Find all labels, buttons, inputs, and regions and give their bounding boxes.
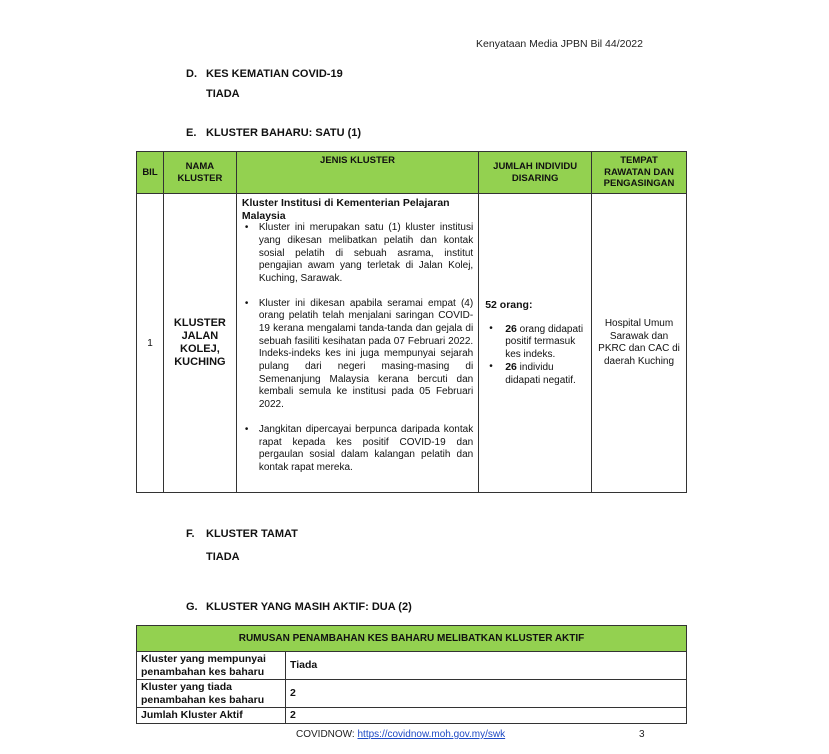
document-header: Kenyataan Media JPBN Bil 44/2022 [476,38,643,50]
table-row [137,708,687,724]
list-item: • Kluster ini merupakan satu (1) kluster institusi yang dikesan melibatkan pelatih dan kontak sosial pelatih di sebuah asrama, institut pengajian awam yang terletak di Jalan Kolej, Kuching, Sarawak. [242,222,473,285]
header-tempat: TEMPAT RAWATAN DAN PENGASINGAN [592,152,687,194]
section-f-title: KLUSTER TAMAT [206,528,298,540]
summary-title: RUMUSAN PENAMBAHAN KES BAHARU MELIBATKAN KLUSTER AKTIF [137,626,687,652]
cell-jenis [236,194,478,493]
summary-value: Tiada [286,652,687,680]
header-bil: BIL [137,152,164,194]
positive-count: 26 [505,322,517,335]
summary-header-row [137,626,687,652]
cell-jumlah [479,194,592,493]
active-cluster-summary-table [136,625,687,724]
section-e [186,127,361,139]
summary-value: 2 [286,680,687,708]
section-d-letter: D. [186,68,197,80]
header-jumlah: JUMLAH INDIVIDU DISARING [479,152,592,194]
section-d-title: KES KEMATIAN COVID-19 [206,68,343,80]
cluster-type-list [242,222,473,474]
footer-label: COVIDNOW: [296,729,358,740]
cell-bil: 1 [137,194,164,493]
summary-label: Kluster yang mempunyai penambahan kes baharu [137,652,286,680]
section-d [186,68,343,100]
list-item: • Jangkitan dipercayai berpunca daripada kontak rapat kepada kes positif COVID-19 dan pergaulan sosial dalam kalangan pelatih dan kontak rapat mereka. [242,424,473,475]
list-item [485,361,585,387]
section-g-letter: G. [186,601,198,613]
list-item: • Kluster ini dikesan apabila seramai empat (4) orang pelatih telah menjalani saringan COVID-19 kerana mengalami tanda-tanda dan gejala di sebuah fasiliti kesihatan pada 07 Februari 2022. Indeks-indeks kes ini juga mempunyai sejarah pulang dari negeri masing-masing di Semenanjung Malaysia kerana bercuti dan kembali semula ke institusi pada 05 Februari 2022. [242,298,473,412]
new-cluster-table [136,151,687,493]
section-g-title: KLUSTER YANG MASIH AKTIF: DUA (2) [206,601,412,613]
section-e-letter: E. [186,127,197,139]
summary-label: Kluster yang tiada penambahan kes baharu [137,680,286,708]
table-row [137,680,687,708]
cell-nama: KLUSTER JALAN KOLEJ, KUCHING [163,194,236,493]
section-f-letter: F. [186,528,195,540]
section-d-value: TIADA [206,88,240,100]
covidnow-link[interactable]: https://covidnow.moh.gov.my/swk [357,729,506,740]
table-row [137,194,687,493]
summary-value: 2 [286,708,687,724]
positive-text: orang didapati positif termasuk kes indeks. [505,323,584,360]
page-number: 3 [639,729,645,740]
table-row [137,652,687,680]
section-f [186,528,298,563]
cell-tempat: Hospital Umum Sarawak dan PKRC dan CAC di daerah Kuching [592,194,687,493]
screened-total: 52 orang: [485,298,533,311]
section-g [186,601,412,613]
negative-text: individu didapati negatif. [505,362,576,386]
list-item [485,323,585,362]
section-e-title: KLUSTER BAHARU: SATU (1) [206,127,362,139]
screened-list [485,323,585,388]
negative-count: 26 [505,361,517,374]
footer-covidnow [296,729,505,740]
table-header-row [137,152,687,194]
section-f-value: TIADA [206,551,240,563]
cluster-type-title: Kluster Institusi di Kementerian Pelajaran Malaysia [241,197,450,222]
header-nama: NAMA KLUSTER [163,152,236,194]
summary-label: Jumlah Kluster Aktif [137,708,286,724]
header-jenis: JENIS KLUSTER [236,152,478,194]
